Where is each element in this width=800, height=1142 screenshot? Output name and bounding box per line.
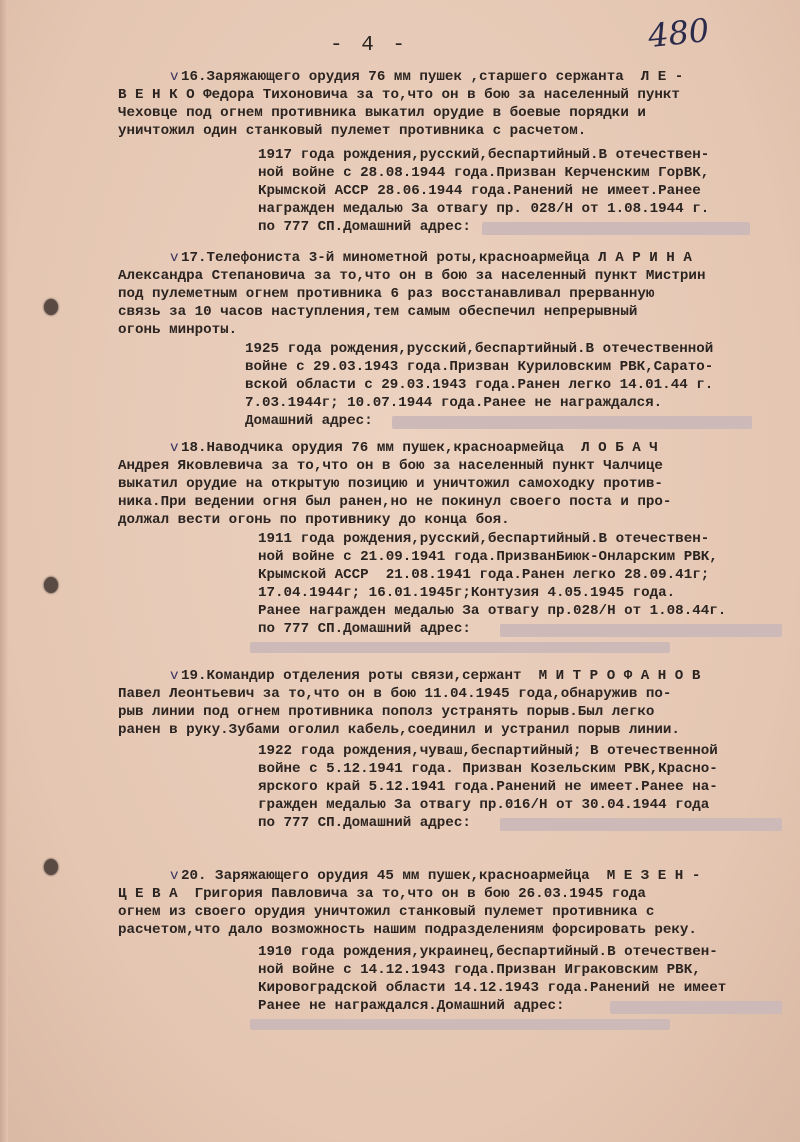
redacted-address (392, 416, 752, 429)
detail-line: 1911 года рождения,русский,беспартийный.В отечествен- (258, 531, 710, 547)
entry-line: ника.При ведении огня был ранен,но не покинул своего поста и про- (118, 494, 672, 510)
detail-line: войне с 29.03.1943 года.Призван Куриловским РВК,Сарато- (245, 359, 714, 375)
entry-line: 17.Телефониста 3-й минометной роты,красноармейца Л А Р И Н А (181, 250, 692, 266)
detail-line: награжден медалью За отвагу пр. 028/Н от 1.08.1944 г. (258, 201, 710, 217)
entry-line: уничтожил один станковый пулемет противника с расчетом. (118, 123, 587, 139)
entry-line: под пулеметным огнем противника 6 раз восстанавливал прерванную (118, 286, 655, 302)
punch-hole (44, 299, 58, 315)
detail-line: Крымской АССР 21.08.1941 года.Ранен легко 28.09.41г; (258, 567, 710, 583)
entry-line: выкатил орудие на открытую позицию и уничтожил самоходку против- (118, 476, 663, 492)
entry-line: 18.Наводчика орудия 76 мм пушек,красноармейца Л О Б А Ч (181, 440, 658, 456)
punch-hole (44, 577, 58, 593)
detail-line: ярского край 5.12.1941 года.Ранений не имеет.Ранее на- (258, 779, 718, 795)
detail-line: 1910 года рождения,украинец,беспартийный.В отечествен- (258, 944, 718, 960)
entry-line: 16.Заряжающего орудия 76 мм пушек ,старшего сержанта Л Е - (181, 69, 684, 85)
checkmark: v (170, 250, 179, 266)
entry-line: Андрея Яковлевича за то,что он в бою за населенный пункт Чалчице (118, 458, 663, 474)
handwritten-page-number: 480 (646, 10, 711, 56)
detail-line: 7.03.1944г; 10.07.1944 года.Ранее не награждался. (245, 395, 663, 411)
detail-line: Крымской АССР 28.06.1944 года.Ранений не имеет.Ранее (258, 183, 701, 199)
detail-line: ной войне с 28.08.1944 года.Призван Керченским ГорВК, (258, 165, 710, 181)
detail-line: 1925 года рождения,русский,беспартийный.В отечественной (245, 341, 714, 357)
entry-line: В Е Н К О Федора Тихоновича за то,что он в бою за населенный пункт (118, 87, 680, 103)
entry-line: Александра Степановича за то,что он в бою за населенный пункт Мистрин (118, 268, 706, 284)
detail-line: 1917 года рождения,русский,беспартийный.В отечествен- (258, 147, 710, 163)
detail-line: ной войне с 21.09.1941 года.ПризванБиюк-Онларским РВК, (258, 549, 718, 565)
entry-line: Павел Леонтьевич за то,что он в бою 11.04.1945 года,обнаружив по- (118, 686, 672, 702)
entry-line: 19.Командир отделения роты связи,сержант М И Т Р О Ф А Н О В (181, 668, 701, 684)
detail-line: Кировоградской области 14.12.1943 года.Ранений не имеет (258, 980, 727, 996)
detail-line: Ранее не награждался.Домашний адрес: (258, 998, 565, 1014)
checkmark: v (170, 868, 179, 884)
checkmark: v (170, 440, 179, 456)
entry-line: Ц Е В А Григория Павловича за то,что он в бою 26.03.1945 года (118, 886, 646, 902)
detail-line: по 777 СП.Домашний адрес: (258, 621, 471, 637)
redacted-address (250, 1019, 670, 1030)
detail-line: по 777 СП.Домашний адрес: (258, 219, 471, 235)
page-number: - 4 - (330, 34, 409, 57)
redacted-address (500, 624, 782, 637)
detail-line: вской области с 29.03.1943 года.Ранен легко 14.01.44 г. (245, 377, 714, 393)
entry-line: 20. Заряжающего орудия 45 мм пушек,красноармейца М Е З Е Н - (181, 868, 701, 884)
checkmark: v (170, 668, 179, 684)
punch-hole (44, 859, 58, 875)
entry-line: Чеховце под огнем противника выкатил орудие в боевые порядки и (118, 105, 646, 121)
detail-line: по 777 СП.Домашний адрес: (258, 815, 471, 831)
detail-line: ной войне с 14.12.1943 года.Призван Играковским РВК, (258, 962, 701, 978)
detail-line: гражден медалью За отвагу пр.016/Н от 30.04.1944 года (258, 797, 710, 813)
detail-line: войне с 5.12.1941 года. Призван Козельским РВК,Красно- (258, 761, 718, 777)
entry-line: расчетом,что дало возможность нашим подразделениям форсировать реку. (118, 922, 697, 938)
entry-line: должал вести огонь по противнику до конца боя. (118, 512, 510, 528)
entry-line: ранен в руку.Зубами оголил кабель,соединил и устранил порыв линии. (118, 722, 680, 738)
entry-line: огонь минроты. (118, 322, 238, 338)
redacted-address (482, 222, 750, 235)
checkmark: v (170, 69, 179, 85)
redacted-address (250, 642, 670, 653)
entry-line: связь за 10 часов наступления,тем самым обеспечил непрерывный (118, 304, 638, 320)
detail-line: 17.04.1944г; 16.01.1945г;Контузия 4.05.1945 года. (258, 585, 676, 601)
entry-line: огнем из своего орудия уничтожил станковый пулемет противника с (118, 904, 655, 920)
detail-line: 1922 года рождения,чуваш,беспартийный; В отечественной (258, 743, 718, 759)
redacted-address (610, 1001, 782, 1014)
detail-line: Домашний адрес: (245, 413, 373, 429)
entry-line: рыв линии под огнем противника пополз устранять порыв.Был легко (118, 704, 655, 720)
paper-edge (0, 0, 8, 1142)
redacted-address (500, 818, 782, 831)
detail-line: Ранее награжден медалью За отвагу пр.028/Н от 1.08.44г. (258, 603, 727, 619)
